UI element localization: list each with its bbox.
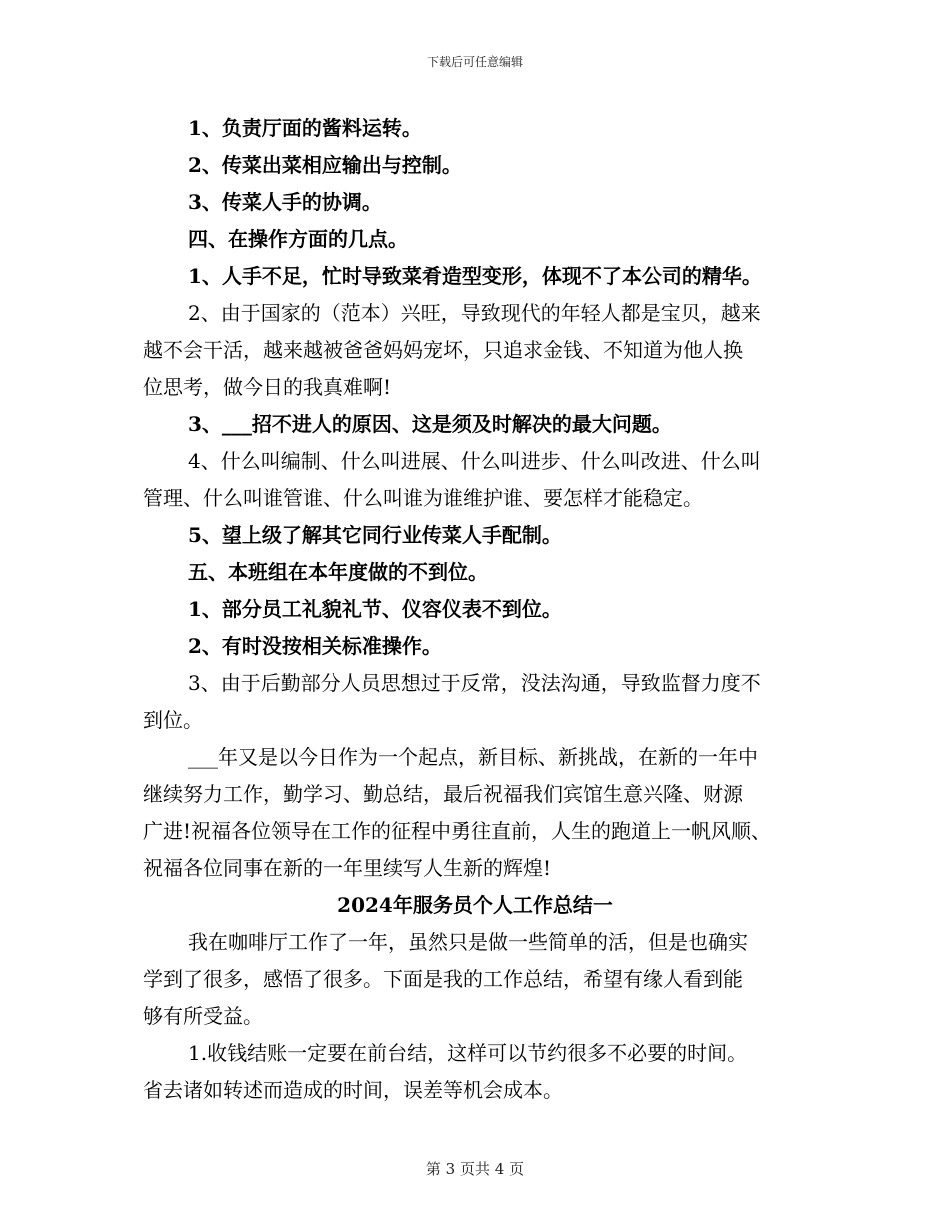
text-line: 位思考，做今日的我真难啊!	[143, 375, 392, 399]
text-line: 广进!祝福各位领导在工作的征程中勇往直前，人生的跑道上一帆风顺、	[143, 819, 772, 843]
text-line: 继续努力工作，勤学习、勤总结，最后祝福我们宾馆生意兴隆、财源	[143, 782, 743, 806]
text-line: 3、传菜人手的协调。	[188, 190, 382, 214]
text-line: 2、有时没按相关标准操作。	[188, 634, 442, 658]
text-line: 1.收钱结账一定要在前台结，这样可以节约很多不必要的时间。	[188, 1041, 748, 1065]
text-line: 1、部分员工礼貌礼节、仪容仪表不到位。	[188, 597, 562, 621]
text-line: 3、由于后勤部分人员思想过于反常，没法沟通，导致监督力度不	[188, 671, 761, 695]
page-header: 下载后可任意编辑	[426, 55, 523, 69]
text-line: 5、望上级了解其它同行业传菜人手配制。	[188, 523, 562, 547]
text-line: ___年又是以今日作为一个起点，新目标、新挑战，在新的一年中	[188, 745, 758, 769]
text-line: 1、负责厅面的酱料运转。	[188, 116, 422, 140]
section-heading: 五、本班组在本年度做的不到位。	[188, 560, 488, 584]
text-line: 2、传菜出菜相应输出与控制。	[188, 153, 462, 177]
text-line: 越不会干活，越来越被爸爸妈妈宠坏，只追求金钱、不知道为他人换	[143, 338, 743, 362]
text-line: 4、什么叫编制、什么叫进展、什么叫进步、什么叫改进、什么叫	[188, 449, 761, 473]
text-line: 祝福各位同事在新的一年里续写人生新的辉煌!	[143, 856, 552, 880]
text-line: 到位。	[143, 708, 203, 732]
text-line: 管理、什么叫谁管谁、什么叫谁为谁维护谁、要怎样才能稳定。	[143, 486, 703, 510]
text-line: 2、由于国家的（范本）兴旺，导致现代的年轻人都是宝贝，越来	[188, 301, 761, 325]
section-heading: 四、在操作方面的几点。	[188, 227, 408, 251]
document-title: 2024年服务员个人工作总结一	[337, 893, 613, 917]
text-line: 学到了很多，感悟了很多。下面是我的工作总结，希望有缘人看到能	[143, 967, 743, 991]
text-line: 3、___招不进人的原因、这是须及时解决的最大问题。	[188, 412, 672, 436]
text-line: 够有所受益。	[143, 1004, 263, 1028]
text-line: 我在咖啡厅工作了一年，虽然只是做一些简单的活，但是也确实	[188, 930, 748, 954]
text-line: 1、人手不足，忙时导致菜肴造型变形，体现不了本公司的精华。	[188, 264, 762, 288]
text-line: 省去诸如转述而造成的时间，误差等机会成本。	[143, 1078, 563, 1102]
page-footer: 第 3 页共 4 页	[425, 1160, 525, 1178]
